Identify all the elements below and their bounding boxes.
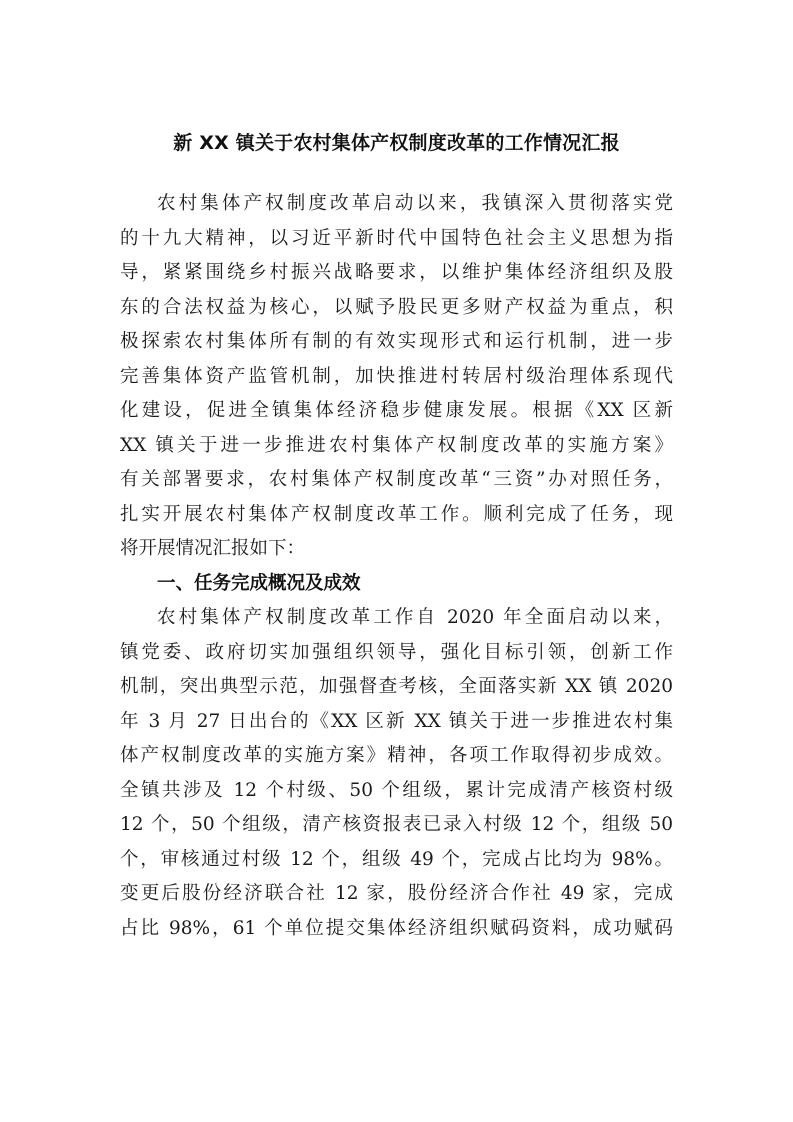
text-line: 化建设，促进全镇集体经济稳步健康发展。根据《XX 区新	[120, 400, 673, 421]
text-line: 变更后股份经济联合社 12 家，股份经济合作社 49 家，完成	[120, 883, 673, 904]
text-line: 扎实开展农村集体产权制度改革工作。顺利完成了任务，现	[120, 503, 673, 525]
text-line: 完善集体资产监管机制，加快推进村转居村级治理体系现代	[120, 365, 673, 387]
text-line: 导，紧紧围绕乡村振兴战略要求，以维护集体经济组织及股	[120, 262, 673, 283]
text-line: 全镇共涉及 12 个村级、50 个组级，累计完成清产核资村级	[120, 779, 673, 801]
text-line: 体产权制度改革的实施方案》精神，各项工作取得初步成效。	[120, 745, 673, 766]
text-line: 有关部署要求，农村集体产权制度改革“三资”办对照任务，	[120, 469, 673, 490]
text-line: 东的合法权益为核心，以赋予股民更多财产权益为重点，积	[120, 296, 673, 318]
document-title: 新 XX 镇关于农村集体产权制度改革的工作情况汇报	[173, 132, 620, 154]
document-body	[120, 187, 673, 946]
text-line: 农村集体产权制度改革工作自 2020 年全面启动以来，	[157, 607, 673, 628]
text-line: 镇党委、政府切实加强组织领导，强化目标引领，创新工作	[120, 641, 673, 663]
text-line: 极探索农村集体所有制的有效实现形式和运行机制，进一步	[120, 331, 673, 352]
text-line: 机制，突出典型示范，加强督查考核，全面落实新 XX 镇 2020	[120, 676, 673, 697]
paragraph-intro	[120, 187, 673, 567]
text-line: 的十九大精神，以习近平新时代中国特色社会主义思想为指	[120, 227, 673, 249]
text-line: 将开展情况汇报如下：	[120, 538, 306, 559]
text-line: 个，审核通过村级 12 个，组级 49 个，完成占比均为 98%。	[120, 848, 673, 870]
text-line: 年 3 月 27 日出台的《XX 区新 XX 镇关于进一步推进农村集	[120, 710, 673, 732]
paragraph-overview	[120, 601, 673, 946]
text-line: 12 个，50 个组级，清产核资报表已录入村级 12 个，组级 50	[120, 814, 673, 835]
text-line: 占比 98%，61 个单位提交集体经济组织赋码资料，成功赋码	[120, 917, 673, 939]
text-line: 农村集体产权制度改革启动以来，我镇深入贯彻落实党	[157, 193, 673, 214]
text-line: XX 镇关于进一步推进农村集体产权制度改革的实施方案》	[120, 434, 673, 456]
section-heading: 一、任务完成概况及成效	[157, 572, 361, 594]
